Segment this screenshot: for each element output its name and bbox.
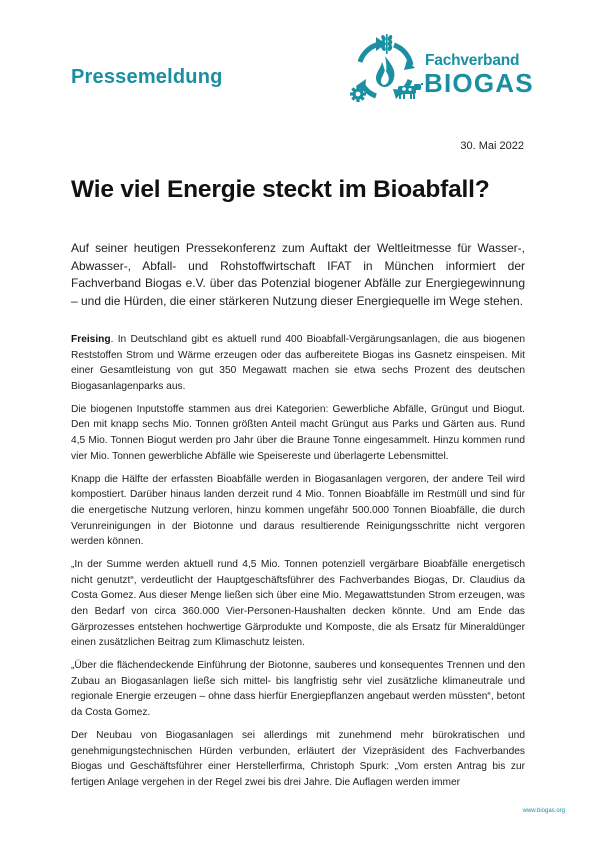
gear-icon: [350, 86, 366, 102]
footer-url[interactable]: www.biogas.org: [522, 808, 565, 814]
cow-icon: [398, 83, 423, 99]
flame-icon: [376, 56, 394, 87]
paragraph-4: „In der Summe werden aktuell rund 4,5 Mio. Tonnen potenziell vergärbare Bioabfälle energetisch nicht genutzt“, verdeutlicht der Hauptgeschäftsführer des Fachverbandes Biogas, Dr. Claudius da Costa Gomez. Aus dieser Menge ließen sich über eine Mio. Megawattstunden Strom erzeugen, was den Bedarf von circa 360.000 Vier-Personen-Haushalten decken könnte. Und am Ende das Gärprozesses entstehen hochwertige Gärprodukte und Komposte, die als Ersatz für Mineraldünger einen zusätzlichen Beitrag zum Klimaschutz leisten.: [71, 559, 525, 649]
paragraph-5: „Über die flächendeckende Einführung der Biotonne, sauberes und konsequentes Trennen und den Zubau an Biogasanlagen ließe sich mittel- bis langfristig sehr viel zusätzliche klimaneutrale und regionale Energie erzeugen – ohne dass hierfür Energiepflanzen angebaut werden müssten“, betont da Costa Gomez.: [71, 660, 525, 719]
lead-paragraph: Auf seiner heutigen Pressekonferenz zum Auftakt der Weltleitmesse für Wasser-, Abwasser-, Abfall- und Rohstoffwirtschaft IFAT in München informiert der Fachverband Biogas e.V. über das Potenzial biogener Abfälle zur Energiegewinnung – und die Hürden, die einer stärkeren Nutzung dieser Energiequelle im Wege stehen.: [71, 241, 525, 308]
headline: Wie viel Energie steckt im Bioabfall?: [71, 176, 490, 203]
dateline: Freising: [71, 334, 111, 345]
release-date: 30. Mai 2022: [460, 140, 524, 152]
paragraph-1: [71, 332, 525, 394]
biogas-cycle-icon: [346, 32, 424, 108]
paragraph-3: Knapp die Hälfte der erfassten Bioabfälle werden in Biogasanlagen vergoren, der andere Teil wird kompostiert. Darüber hinaus landen derzeit rund 4 Mio. Tonnen Bioabfälle im Restmüll und sind für die energetische Nutzung verloren, hinzu kommen ungefähr 500.000 Tonnen Bioabfälle, die durch Verunreinigungen in der Biotonne und daraus resultierende Reinigungsschritte nicht vergoren werden können.: [71, 473, 525, 548]
logo-text-fachverband: Fachverband: [425, 52, 520, 69]
logo-text-biogas: BIOGAS: [424, 68, 534, 98]
paragraph-1-text: . In Deutschland gibt es aktuell rund 400 Bioabfall-Vergärungsanlagen, die aus biogenen Reststoffen Strom und Wärme erzeugen oder das aufbereitete Biogas ins Gasnetz einspeisen. Mit einer Gesamtleistung von gut 350 Megawatt machen sie etwa sechs Prozent des deutschen Biogasanlagenparks aus.: [71, 334, 525, 392]
wheat-icon: [380, 34, 393, 54]
article-body: [71, 332, 525, 798]
paragraph-2: Die biogenen Inputstoffe stammen aus drei Kategorien: Gewerbliche Abfälle, Grüngut und Biogut. Den mit knapp sechs Mio. Tonnen größten Anteil macht Grüngut aus Parks und Gärten aus. Rund 4,5 Mio. Tonnen Biogut werden pro Jahr über die Braune Tonne eingesammelt. Hinzu kommen rund vier Mio. Tonnen gewerbliche Abfälle wie Speisereste und überlagerte Lebensmittel.: [71, 403, 525, 462]
fachverband-biogas-logo: [346, 32, 534, 108]
press-release-label: Pressemeldung: [71, 66, 223, 88]
paragraph-6: Der Neubau von Biogasanlagen sei allerdings mit zunehmend mehr bürokratischen und genehmigungstechnischen Hürden verbunden, erläutert der Vizepräsident des Fachverbandes Biogas und Geschäftsführer einer Herstellerfirma, Christoph Spurk: „Vom ersten Antrag bis zur fertigen Anlage vergehen in der Regel zwei bis drei Jahre. Die Auflagen werden immer: [71, 730, 525, 788]
